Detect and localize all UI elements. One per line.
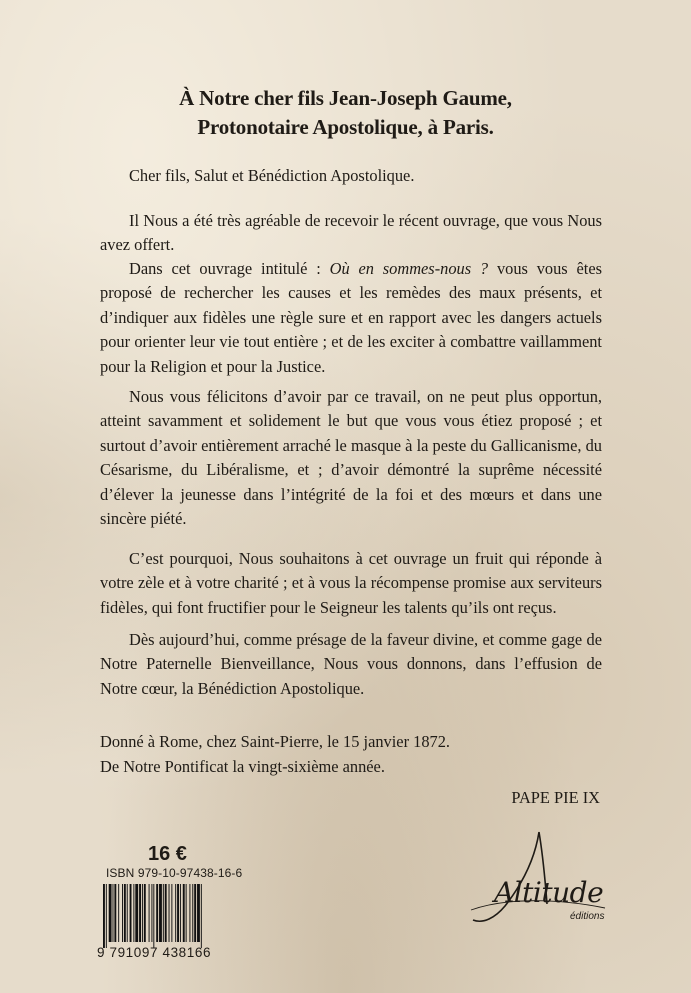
barcode-bar [139, 884, 141, 942]
paragraph-2-lead: Dans cet ouvrage intitulé : [129, 259, 330, 278]
barcode-bar [122, 884, 123, 942]
paragraph-3: Nous vous félicitons d’avoir par ce travail, on ne peut plus opportun, atteint savamment et solidement le but que vous vous étiez proposé ; et surtout d’avoir entièrement arraché le masque à la peste du Gallicanisme, du Césarisme, du Libéralisme, et ; d’avoir démontré la suprême nécessité d’élever la jeunesse dans l’intégrité de la foi et des mœurs et dans une sincère piété. [100, 387, 602, 529]
greeting: Cher fils, Salut et Bénédiction Apostolique. [129, 166, 415, 185]
barcode-bar [153, 884, 154, 948]
barcode-bar [194, 884, 196, 942]
barcode-bar [175, 884, 176, 942]
barcode-bar [114, 884, 116, 942]
barcode-bar [189, 884, 190, 942]
barcode-bar [142, 884, 143, 942]
barcode-icon [101, 884, 235, 948]
barcode-bar [183, 884, 185, 942]
barcode-bar [144, 884, 146, 942]
dedication-title-line1: À Notre cher fils Jean-Joseph Gaume, [179, 86, 512, 110]
barcode-bar [169, 884, 170, 942]
barcode-bar [149, 884, 150, 942]
pontificat-line: De Notre Pontificat la vingt-sixième année. [100, 757, 385, 776]
barcode-bar [109, 884, 112, 942]
barcode-bar [151, 884, 152, 942]
date-line: Donné à Rome, chez Saint-Pierre, le 15 janvier 1872. [100, 732, 451, 751]
barcode-bar [156, 884, 158, 942]
barcode-bar [135, 884, 138, 942]
barcode-bar [177, 884, 179, 942]
barcode-bar [165, 884, 167, 942]
paragraph-2 [100, 257, 602, 379]
publisher-name: Altitude [494, 876, 604, 909]
paragraph-5: Dès aujourd’hui, comme présage de la faveur divine, et comme gage de Notre Paternelle Bienveillance, Nous vous donnons, dans l’effusion de Notre cœur, la Bénédiction Apostolique. [100, 630, 602, 698]
paragraph-1: Il Nous a été très agréable de recevoir le récent ouvrage, que vous Nous avez offert. [100, 211, 602, 255]
barcode-digits: 9 791097 438166 [97, 945, 212, 960]
barcode-bar [103, 884, 105, 948]
barcode-bar [133, 884, 134, 942]
barcode-bar [192, 884, 193, 942]
price: 16 € [148, 843, 187, 865]
barcode-bar [124, 884, 126, 942]
barcode-bar [197, 884, 200, 942]
barcode-bar [118, 884, 119, 942]
barcode-bar [106, 884, 107, 948]
barcode-bar [163, 884, 164, 942]
barcode-bar [201, 884, 202, 948]
barcode-bar [186, 884, 187, 942]
barcode-bar [171, 884, 172, 942]
barcode-bar [180, 884, 181, 942]
isbn: ISBN 979-10-97438-16-6 [106, 866, 243, 880]
barcode-bar [130, 884, 132, 942]
signature: PAPE PIE IX [511, 788, 600, 807]
publisher-subtitle: éditions [570, 911, 605, 922]
dedication-title-line2: Protonotaire Apostolique, à Paris. [197, 115, 494, 139]
paragraph-4: C’est pourquoi, Nous souhaitons à cet ouvrage un fruit qui réponde à votre zèle et à votre charité ; et à vous la récompense promise aux serviteurs fidèles, qui font fructifier pour le Seigneur les talents qu’ils ont reçus. [100, 549, 602, 617]
book-title: Où en sommes-nous ? [329, 259, 489, 278]
barcode-bar [159, 884, 162, 942]
paragraph-2-rest: vous vous êtes proposé de rechercher les causes et les remèdes des maux présents, et d’indiquer aux fidèles une règle sure et en rapport avec les dangers actuels pour orienter leur vie tout entière ; et de les exciter à combattre vaillamment pour la Religion et pour la Justice. [100, 259, 602, 376]
barcode-bar [113, 884, 114, 942]
barcode-bar [127, 884, 128, 942]
